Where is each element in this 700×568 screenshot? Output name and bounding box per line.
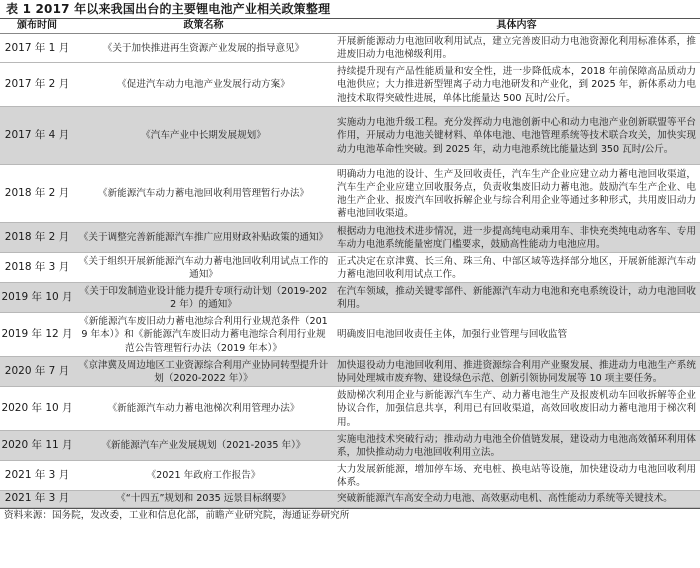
row-policy-name: 《关于加快推进再生资源产业发展的指导意见》 — [74, 34, 333, 63]
source-note: 资料来源：国务院，发改委，工业和信息化部，前瞻产业研究院，海通证券研究所 — [0, 508, 700, 523]
table-row — [0, 491, 700, 507]
row-date: 2021 年 3 月 — [0, 491, 74, 507]
row-date: 2017 年 1 月 — [0, 34, 74, 63]
row-policy-name: 《京津冀及周边地区工业资源综合利用产业协同转型提升计划（2020-2022 年）》 — [74, 357, 333, 387]
row-detail: 大力发展新能源，增加停车场、充电桩、换电站等设施，加快建设动力电池回收利用体系。 — [333, 461, 700, 491]
row-date: 2018 年 2 月 — [0, 165, 74, 223]
row-policy-name: 《汽车产业中长期发展规划》 — [74, 107, 333, 165]
row-detail: 开展新能源动力电池回收利用试点，建立完善废旧动力电池资源化利用标准体系，推进废旧动力电池梯级利用。 — [333, 34, 700, 63]
row-detail: 根据动力电池技术进步情况，进一步提高纯电动乘用车、非快充类纯电动客车、专用车动力电池系统能量密度门槛要求，鼓励高性能动力电池应用。 — [333, 223, 700, 253]
row-policy-name: 《关于调整完善新能源汽车推广应用财政补贴政策的通知》 — [74, 223, 333, 253]
row-date: 2018 年 3 月 — [0, 253, 74, 283]
table-caption: 表 1 2017 年以来我国出台的主要锂电池产业相关政策整理 — [6, 2, 331, 16]
row-detail: 持续提升现有产品性能质量和安全性，进一步降低成本，2018 年前保障高品质动力电池供应；大力推进新型锂离子动力电池研发和产业化，到 2025 年，新体系动力电池技术取得突破性进展，单体比能量达 500 瓦时/公斤。 — [333, 63, 700, 107]
row-date: 2019 年 12 月 — [0, 313, 74, 357]
header-detail: 具体内容 — [333, 19, 700, 34]
table-row — [0, 253, 700, 283]
row-detail: 实施动力电池升级工程。充分发挥动力电池创新中心和动力电池产业创新联盟等平台作用，开展动力电池关键材料、单体电池、电池管理系统等技术联合攻关，加快实现动力电池革命性突破。到 2025 年，动力电池系统比能量达到 350 瓦时/公斤。 — [333, 107, 700, 165]
table-row — [0, 431, 700, 461]
table-row — [0, 63, 700, 107]
row-detail: 正式决定在京津冀、长三角、珠三角、中部区域等选择部分地区，开展新能源汽车动力蓄电池回收利用试点工作。 — [333, 253, 700, 283]
table-row — [0, 357, 700, 387]
row-policy-name: 《2021 年政府工作报告》 — [74, 461, 333, 491]
row-detail: 在汽车领域，推动关键零部件、新能源汽车动力电池和充电系统设计，动力电池回收利用。 — [333, 283, 700, 313]
table-row — [0, 283, 700, 313]
row-policy-name: 《新能源汽车产业发展规划（2021-2035 年）》 — [74, 431, 333, 461]
table-row — [0, 34, 700, 63]
row-detail: 明确废旧电池回收责任主体，加强行业管理与回收监管 — [333, 313, 700, 357]
row-date: 2018 年 2 月 — [0, 223, 74, 253]
row-policy-name: 《关于印发制造业设计能力提升专项行动计划（2019-2022 年）的通知》 — [74, 283, 333, 313]
row-detail: 鼓励梯次利用企业与新能源汽车生产、动力蓄电池生产及报废机动车回收拆解等企业协议合作，加强信息共享，利用已有回收渠道，高效回收废旧动力蓄电池用于梯次利用。 — [333, 387, 700, 431]
row-date: 2021 年 3 月 — [0, 461, 74, 491]
row-policy-name: 《新能源汽车动力蓄电池梯次利用管理办法》 — [74, 387, 333, 431]
table-row — [0, 313, 700, 357]
table-row — [0, 223, 700, 253]
row-policy-name: 《“十四五”规划和 2035 远景目标纲要》 — [74, 491, 333, 507]
header-date: 颁布时间 — [0, 19, 74, 34]
row-date: 2020 年 7 月 — [0, 357, 74, 387]
policy-table — [0, 18, 700, 508]
row-policy-name: 《促进汽车动力电池产业发展行动方案》 — [74, 63, 333, 107]
row-date: 2017 年 4 月 — [0, 107, 74, 165]
table-row — [0, 387, 700, 431]
table-row — [0, 461, 700, 491]
row-detail: 突破新能源汽车高安全动力电池、高效驱动电机、高性能动力系统等关键技术。 — [333, 491, 700, 507]
header-policy-name: 政策名称 — [74, 19, 333, 34]
row-date: 2020 年 11 月 — [0, 431, 74, 461]
table-row — [0, 107, 700, 165]
row-detail: 明确动力电池的设计、生产及回收责任，汽车生产企业应建立动力蓄电池回收渠道，汽车生产企业应建立回收服务点，负责收集废旧动力蓄电池。鼓励汽车生产企业、电池生产企业、报废汽车回收拆解企业与综合利用企业等通过多种形式，共用废旧动力蓄电池回收渠道。 — [333, 165, 700, 223]
table-row — [0, 165, 700, 223]
row-policy-name: 《新能源汽车废旧动力蓄电池综合利用行业规范条件（2019 年本）》和《新能源汽车废旧动力蓄电池综合利用行业规范公告管理暂行办法（2019 年本）》 — [74, 313, 333, 357]
row-policy-name: 《新能源汽车动力蓄电池回收利用管理暂行办法》 — [74, 165, 333, 223]
row-detail: 加快退役动力电池回收利用、推进资源综合利用产业聚发展、推进动力电池生产系统协同处理城市废弃物、建设绿色示范、创新引领协同发展等 10 项主要任务。 — [333, 357, 700, 387]
row-date: 2020 年 10 月 — [0, 387, 74, 431]
row-date: 2019 年 10 月 — [0, 283, 74, 313]
row-policy-name: 《关于组织开展新能源汽车动力蓄电池回收利用试点工作的通知》 — [74, 253, 333, 283]
table-header-row — [0, 19, 700, 34]
row-detail: 实施电池技术突破行动；推动动力电池全价值链发展，建设动力电池高效循环利用体系，加快推动动力电池回收利用立法。 — [333, 431, 700, 461]
row-date: 2017 年 2 月 — [0, 63, 74, 107]
